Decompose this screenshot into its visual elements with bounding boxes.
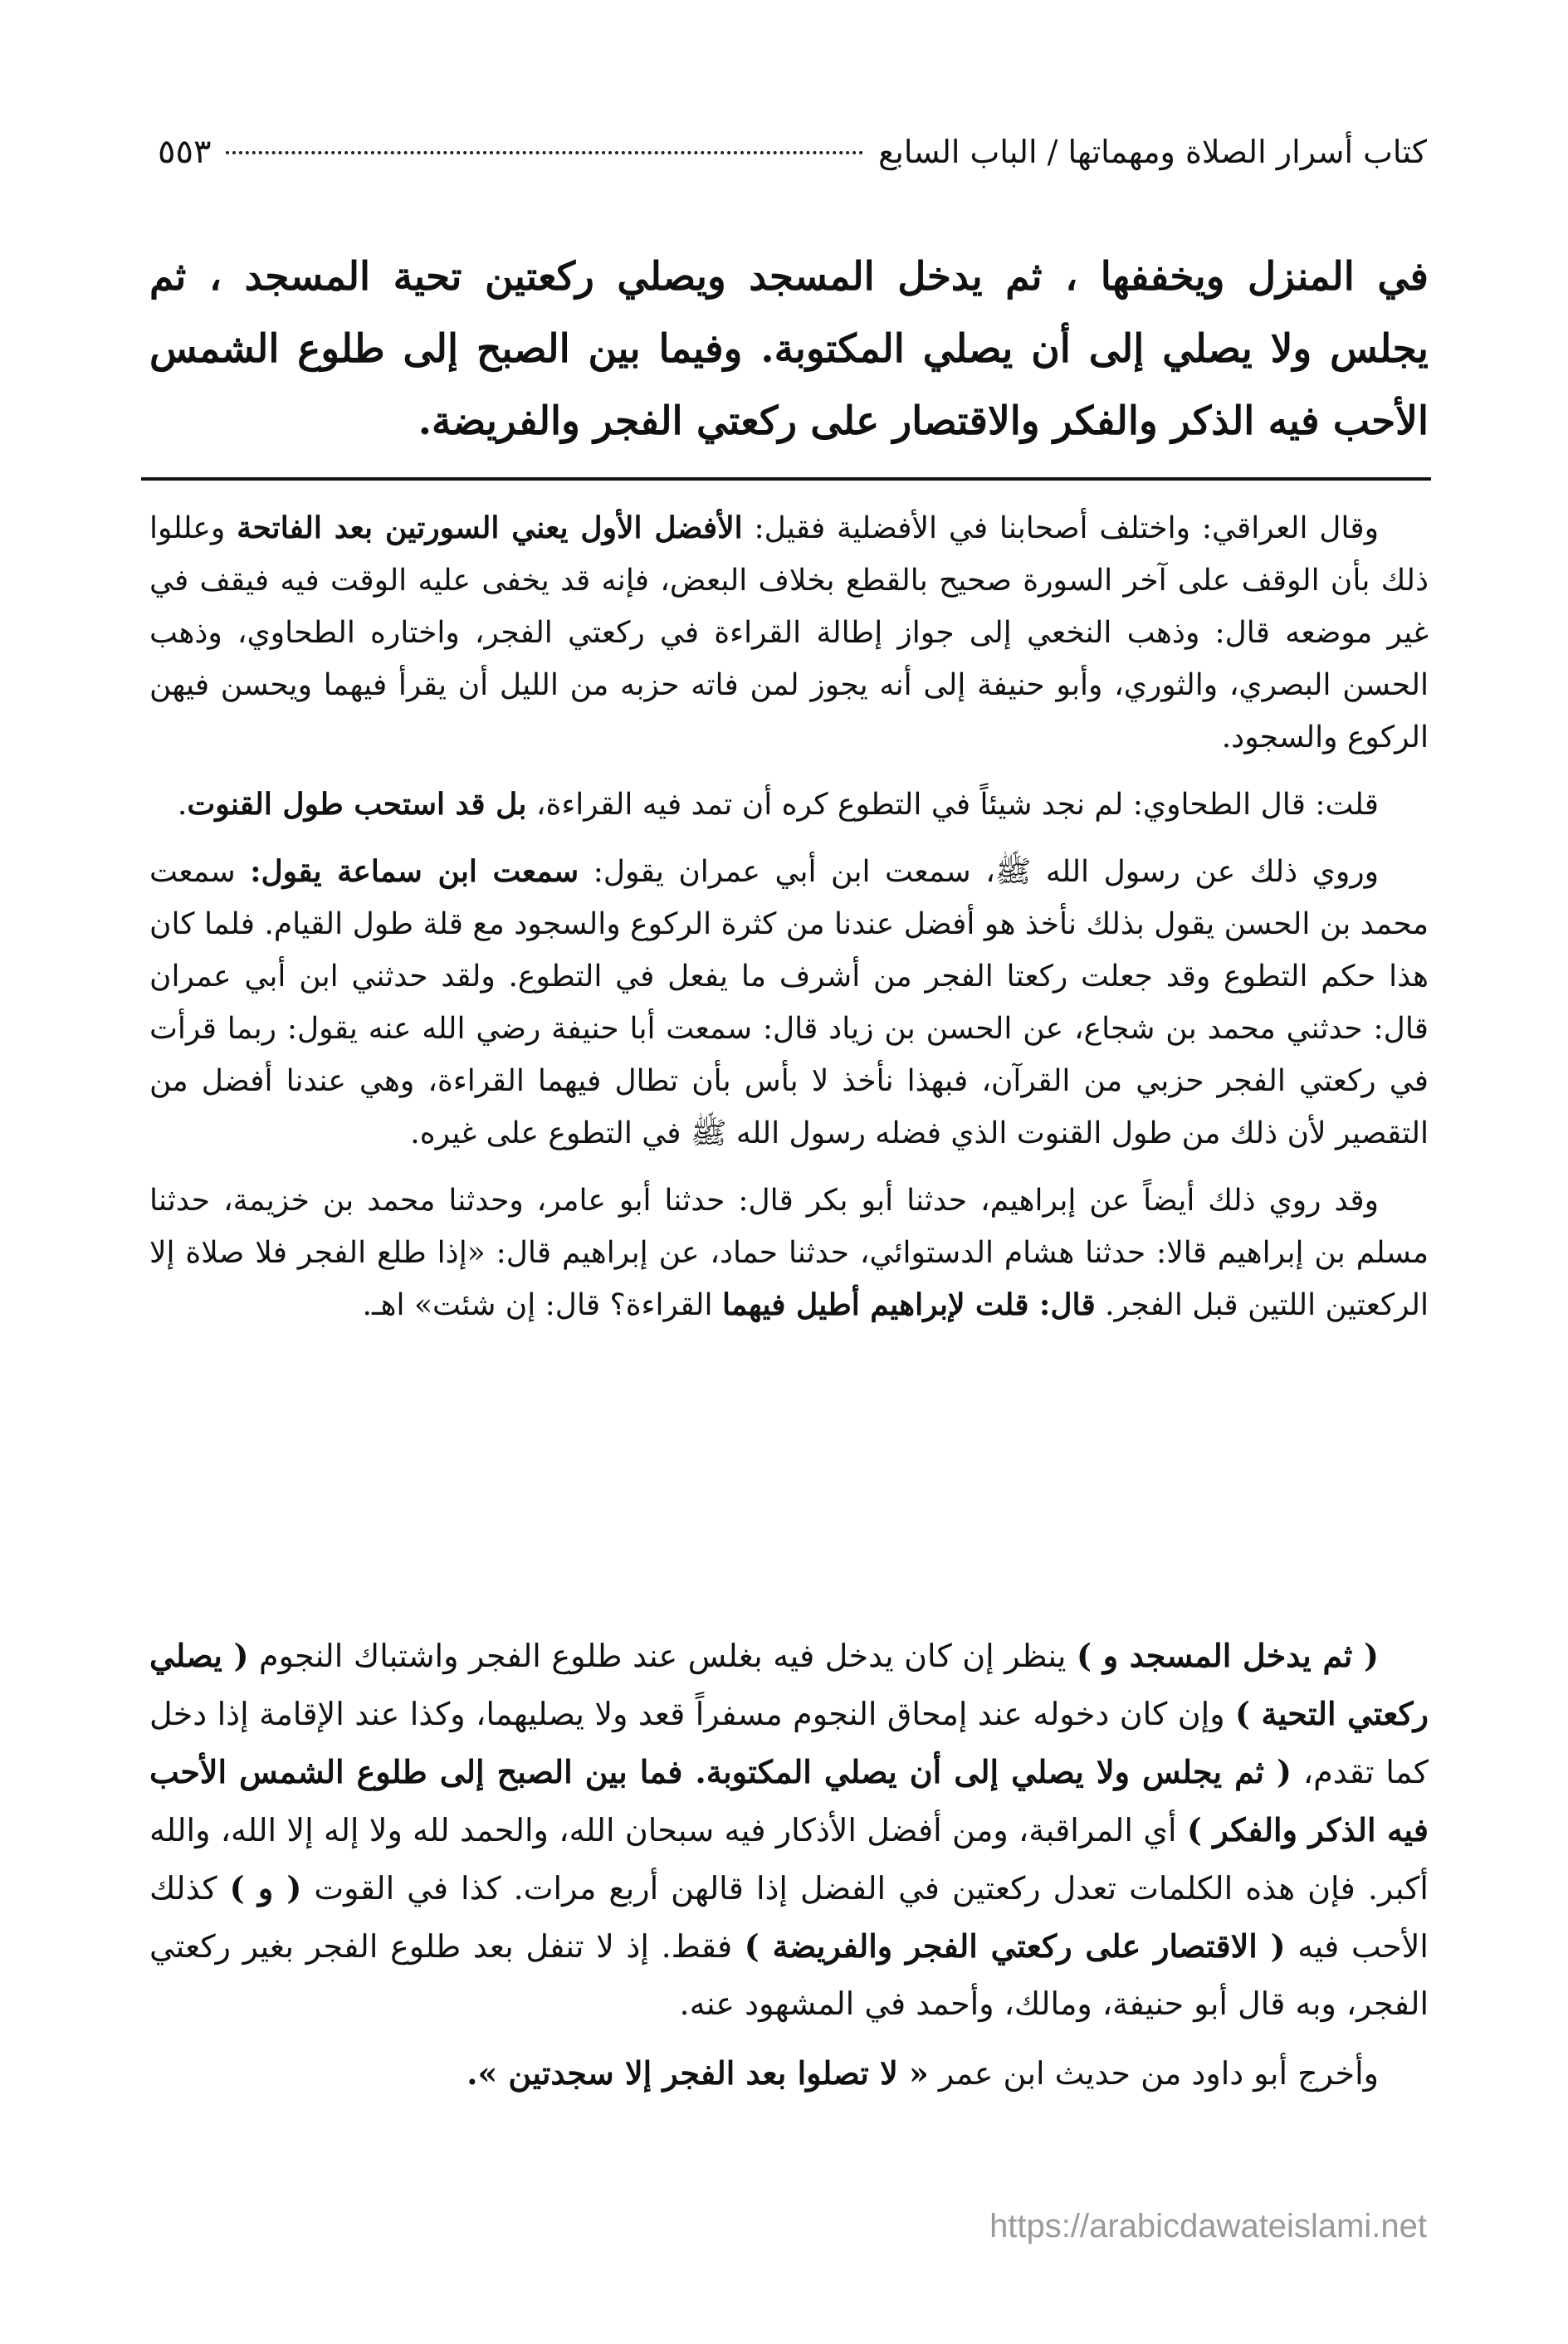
footnote-paragraph: وروي ذلك عن رسول الله ﷺ، سمعت ابن أبي عمران يقول: سمعت ابن سماعة يقول: سمعت محمد بن الحسن يقول بذلك نأخذ هو أفضل عندنا من كثرة الركوع والسجود مع قلة طول القيام. فلما كان هذا حكم التطوع وقد جعلت ركعتا الفجر من أشرف ما يفعل في التطوع. ولقد حدثني ابن أبي عمران قال: حدثني محمد بن شجاع، عن الحسن بن زياد قال: سمعت أبا حنيفة رضي الله عنه يقول: ربما قرأت في ركعتي الفجر حزبي من القرآن، فبهذا نأخذ لا بأس بأن تطال فيهما القراءة، وهي عندنا أفضل من التقصير لأن ذلك من طول القنوت الذي فضله رسول الله ﷺ في التطوع على غيره. bbox=[149, 854, 1429, 1150]
footnote-divider bbox=[141, 477, 1431, 481]
watermark-url: https://arabicdawateislami.net bbox=[989, 2208, 1427, 2244]
page-number: ٥٥٣ bbox=[158, 133, 212, 171]
footnote-paragraph: وقال العراقي: واختلف أصحابنا في الأفضلية فقيل: الأفضل الأول يعني السورتين بعد الفاتحة وعللوا ذلك بأن الوقف على آخر السورة صحيح بالقطع بخلاف البعض، فإنه قد يخفى عليه الوقت فيه فيقف في غير موضعه قال: وذهب النخعي إلى جواز إطالة القراءة في ركعتي الفجر، واختاره الطحاوي، وذهب الحسن البصري، والثوري، وأبو حنيفة إلى أنه يجوز لمن فاته حزبه من الليل أن يقرأ فيهما ويحسن فيهن الركوع والسجود. bbox=[149, 510, 1429, 754]
header-title: كتاب أسرار الصلاة ومهماتها / الباب السابع bbox=[878, 134, 1427, 170]
commentary-paragraph: ( ثم يدخل المسجد و ) ينظر إن كان يدخل فيه بغلس عند طلوع الفجر واشتباك النجوم ( يصلي ركعتي التحية ) وإن كان دخوله عند إمحاق النجوم مسفراً قعد ولا يصليهما، وكذا عند الإقامة إذا دخل كما تقدم، ( ثم يجلس ولا يصلي إلى أن يصلي المكتوبة. فما بين الصبح إلى طلوع الشمس الأحب فيه الذكر والفكر ) أي المراقبة، ومن أفضل الأذكار فيه سبحان الله، والحمد لله ولا إله إلا الله، والله أكبر. فإن هذه الكلمات تعدل ركعتين في الفضل إذا قالهن أربع مرات. كذا في القوت ( و ) كذلك الأحب فيه ( الاقتصار على ركعتي الفجر والفريضة ) فقط. إذ لا تنفل بعد طلوع الفجر بغير ركعتي الفجر، وبه قال أبو حنيفة، ومالك، وأحمد في المشهود عنه. bbox=[149, 1637, 1429, 2022]
running-header bbox=[158, 133, 1427, 183]
footnote-paragraph: قلت: قال الطحاوي: لم نجد شيئاً في التطوع كره أن تمد فيه القراءة، بل قد استحب طول القنوت. bbox=[177, 787, 1379, 822]
commentary bbox=[149, 1627, 1429, 2114]
footnotes bbox=[149, 502, 1429, 1346]
main-text: في المنزل ويخففها ، ثم يدخل المسجد ويصلي ركعتين تحية المسجد ، ثم يجلس ولا يصلي إلى أن يصلي المكتوبة. وفيما بين الصبح إلى طلوع الشمس الأحب فيه الذكر والفكر والاقتصار على ركعتي الفجر والفريضة. bbox=[149, 254, 1429, 444]
header-dot-leader bbox=[226, 151, 863, 154]
commentary-paragraph: وأخرج أبو داود من حديث ابن عمر « لا تصلوا بعد الفجر إلا سجدتين ». bbox=[466, 2054, 1379, 2092]
footnote-paragraph: وقد روي ذلك أيضاً عن إبراهيم، حدثنا أبو بكر قال: حدثنا أبو عامر، وحدثنا محمد بن خزيمة، حدثنا مسلم بن إبراهيم قالا: حدثنا هشام الدستوائي، حدثنا حماد، عن إبراهيم قال: «إذا طلع الفجر فلا صلاة إلا الركعتين اللتين قبل الفجر. قال: قلت لإبراهيم أطيل فيهما القراءة؟ قال: إن شئت» اهـ. bbox=[149, 1184, 1429, 1322]
